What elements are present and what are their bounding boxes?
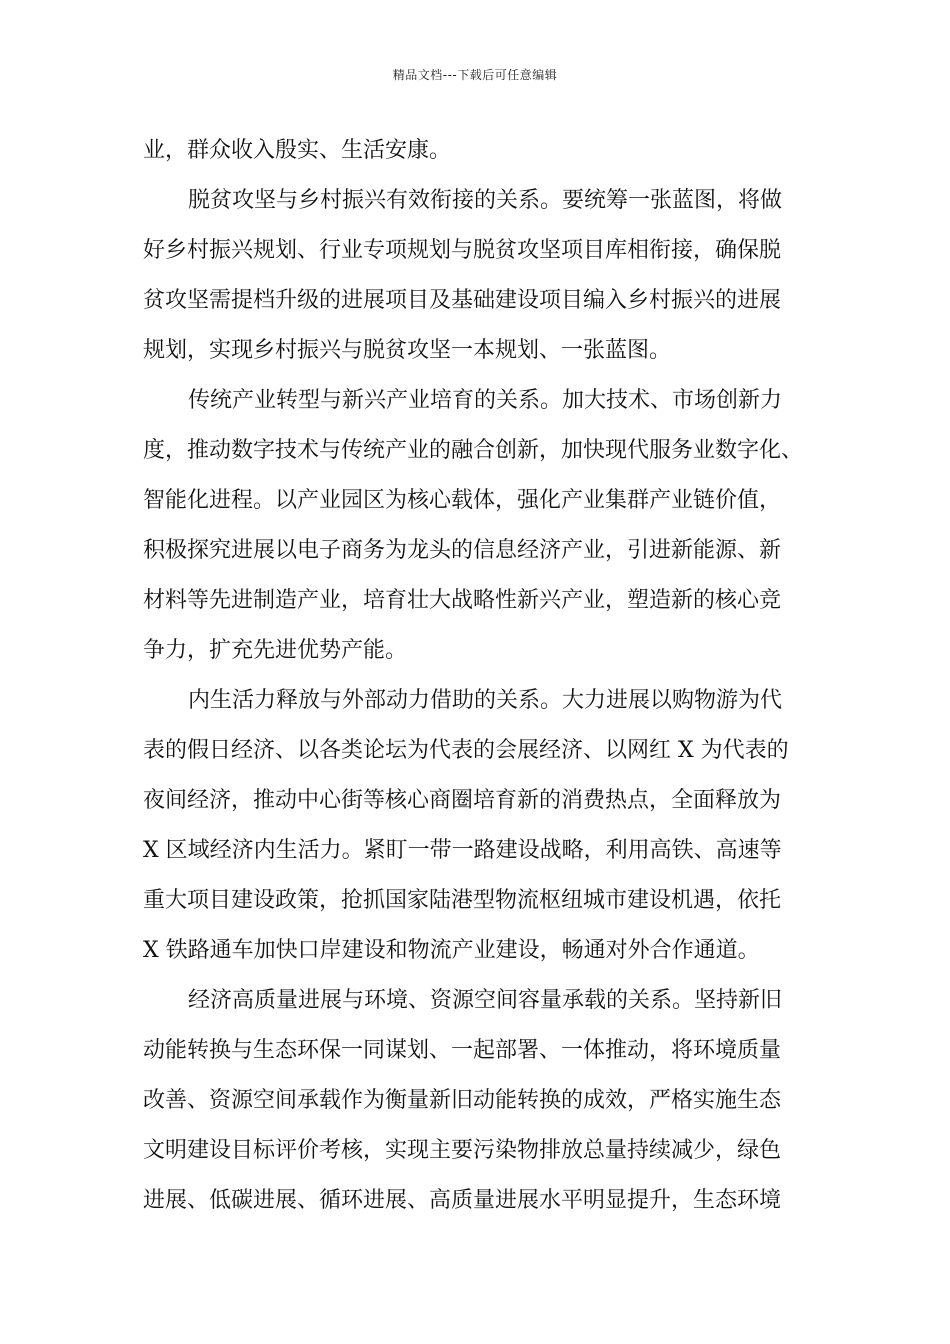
text-line: 动能转换与生态环保一同谋划、一起部署、一体推动，将环境质量	[143, 1038, 782, 1063]
text-line: 表的假日经济、以各类论坛为代表的会展经济、以网红 X 为代表的	[143, 738, 789, 763]
text-line: 智能化进程。以产业园区为核心载体，强化产业集群产业链价值，	[143, 488, 782, 513]
text-line: 重大项目建设政策，抢抓国家陆港型物流枢纽城市建设机遇，依托	[143, 888, 782, 913]
text-line: 好乡村振兴规划、行业专项规划与脱贫攻坚项目库相衔接，确保脱	[143, 238, 782, 263]
paragraph-first-line: 脱贫攻坚与乡村振兴有效衔接的关系。要统筹一张蓝图，将做	[188, 188, 783, 213]
paragraph-first-line: 内生活力释放与外部动力借助的关系。大力进展以购物游为代	[188, 688, 783, 713]
text-line: 积极探究进展以电子商务为龙头的信息经济产业，引进新能源、新	[143, 538, 782, 563]
text-line: 文明建设目标评价考核，实现主要污染物排放总量持续减少，绿色	[143, 1138, 782, 1163]
text-line: 规划，实现乡村振兴与脱贫攻坚一本规划、一张蓝图。	[143, 338, 672, 363]
paragraph-first-line: 传统产业转型与新兴产业培育的关系。加大技术、市场创新力	[188, 388, 783, 413]
text-line: 进展、低碳进展、循环进展、高质量进展水平明显提升，生态环境	[143, 1188, 782, 1213]
text-line: 度，推动数字技术与传统产业的融合创新，加快现代服务业数字化、	[143, 438, 804, 463]
document-body	[143, 126, 811, 1226]
text-line: X 铁路通车加快口岸建设和物流产业建设，畅通对外合作通道。	[143, 938, 760, 963]
text-line: 贫攻坚需提档升级的进展项目及基础建设项目编入乡村振兴的进展	[143, 288, 782, 313]
text-line: 材料等先进制造产业，培育壮大战略性新兴产业，塑造新的核心竞	[143, 588, 782, 613]
text-line: 夜间经济，推动中心街等核心商圈培育新的消费热点，全面释放为	[143, 788, 782, 813]
page-header: 精品文档---下载后可任意编辑	[392, 68, 558, 82]
text-line: 争力，扩充先进优势产能。	[143, 638, 408, 663]
text-line: 业，群众收入殷实、生活安康。	[143, 138, 452, 163]
text-line: X 区域经济内生活力。紧盯一带一路建设战略，利用高铁、高速等	[143, 838, 782, 863]
text-line: 改善、资源空间承载作为衡量新旧动能转换的成效，严格实施生态	[143, 1088, 782, 1113]
paragraph-first-line: 经济高质量进展与环境、资源空间容量承载的关系。坚持新旧	[188, 988, 783, 1013]
